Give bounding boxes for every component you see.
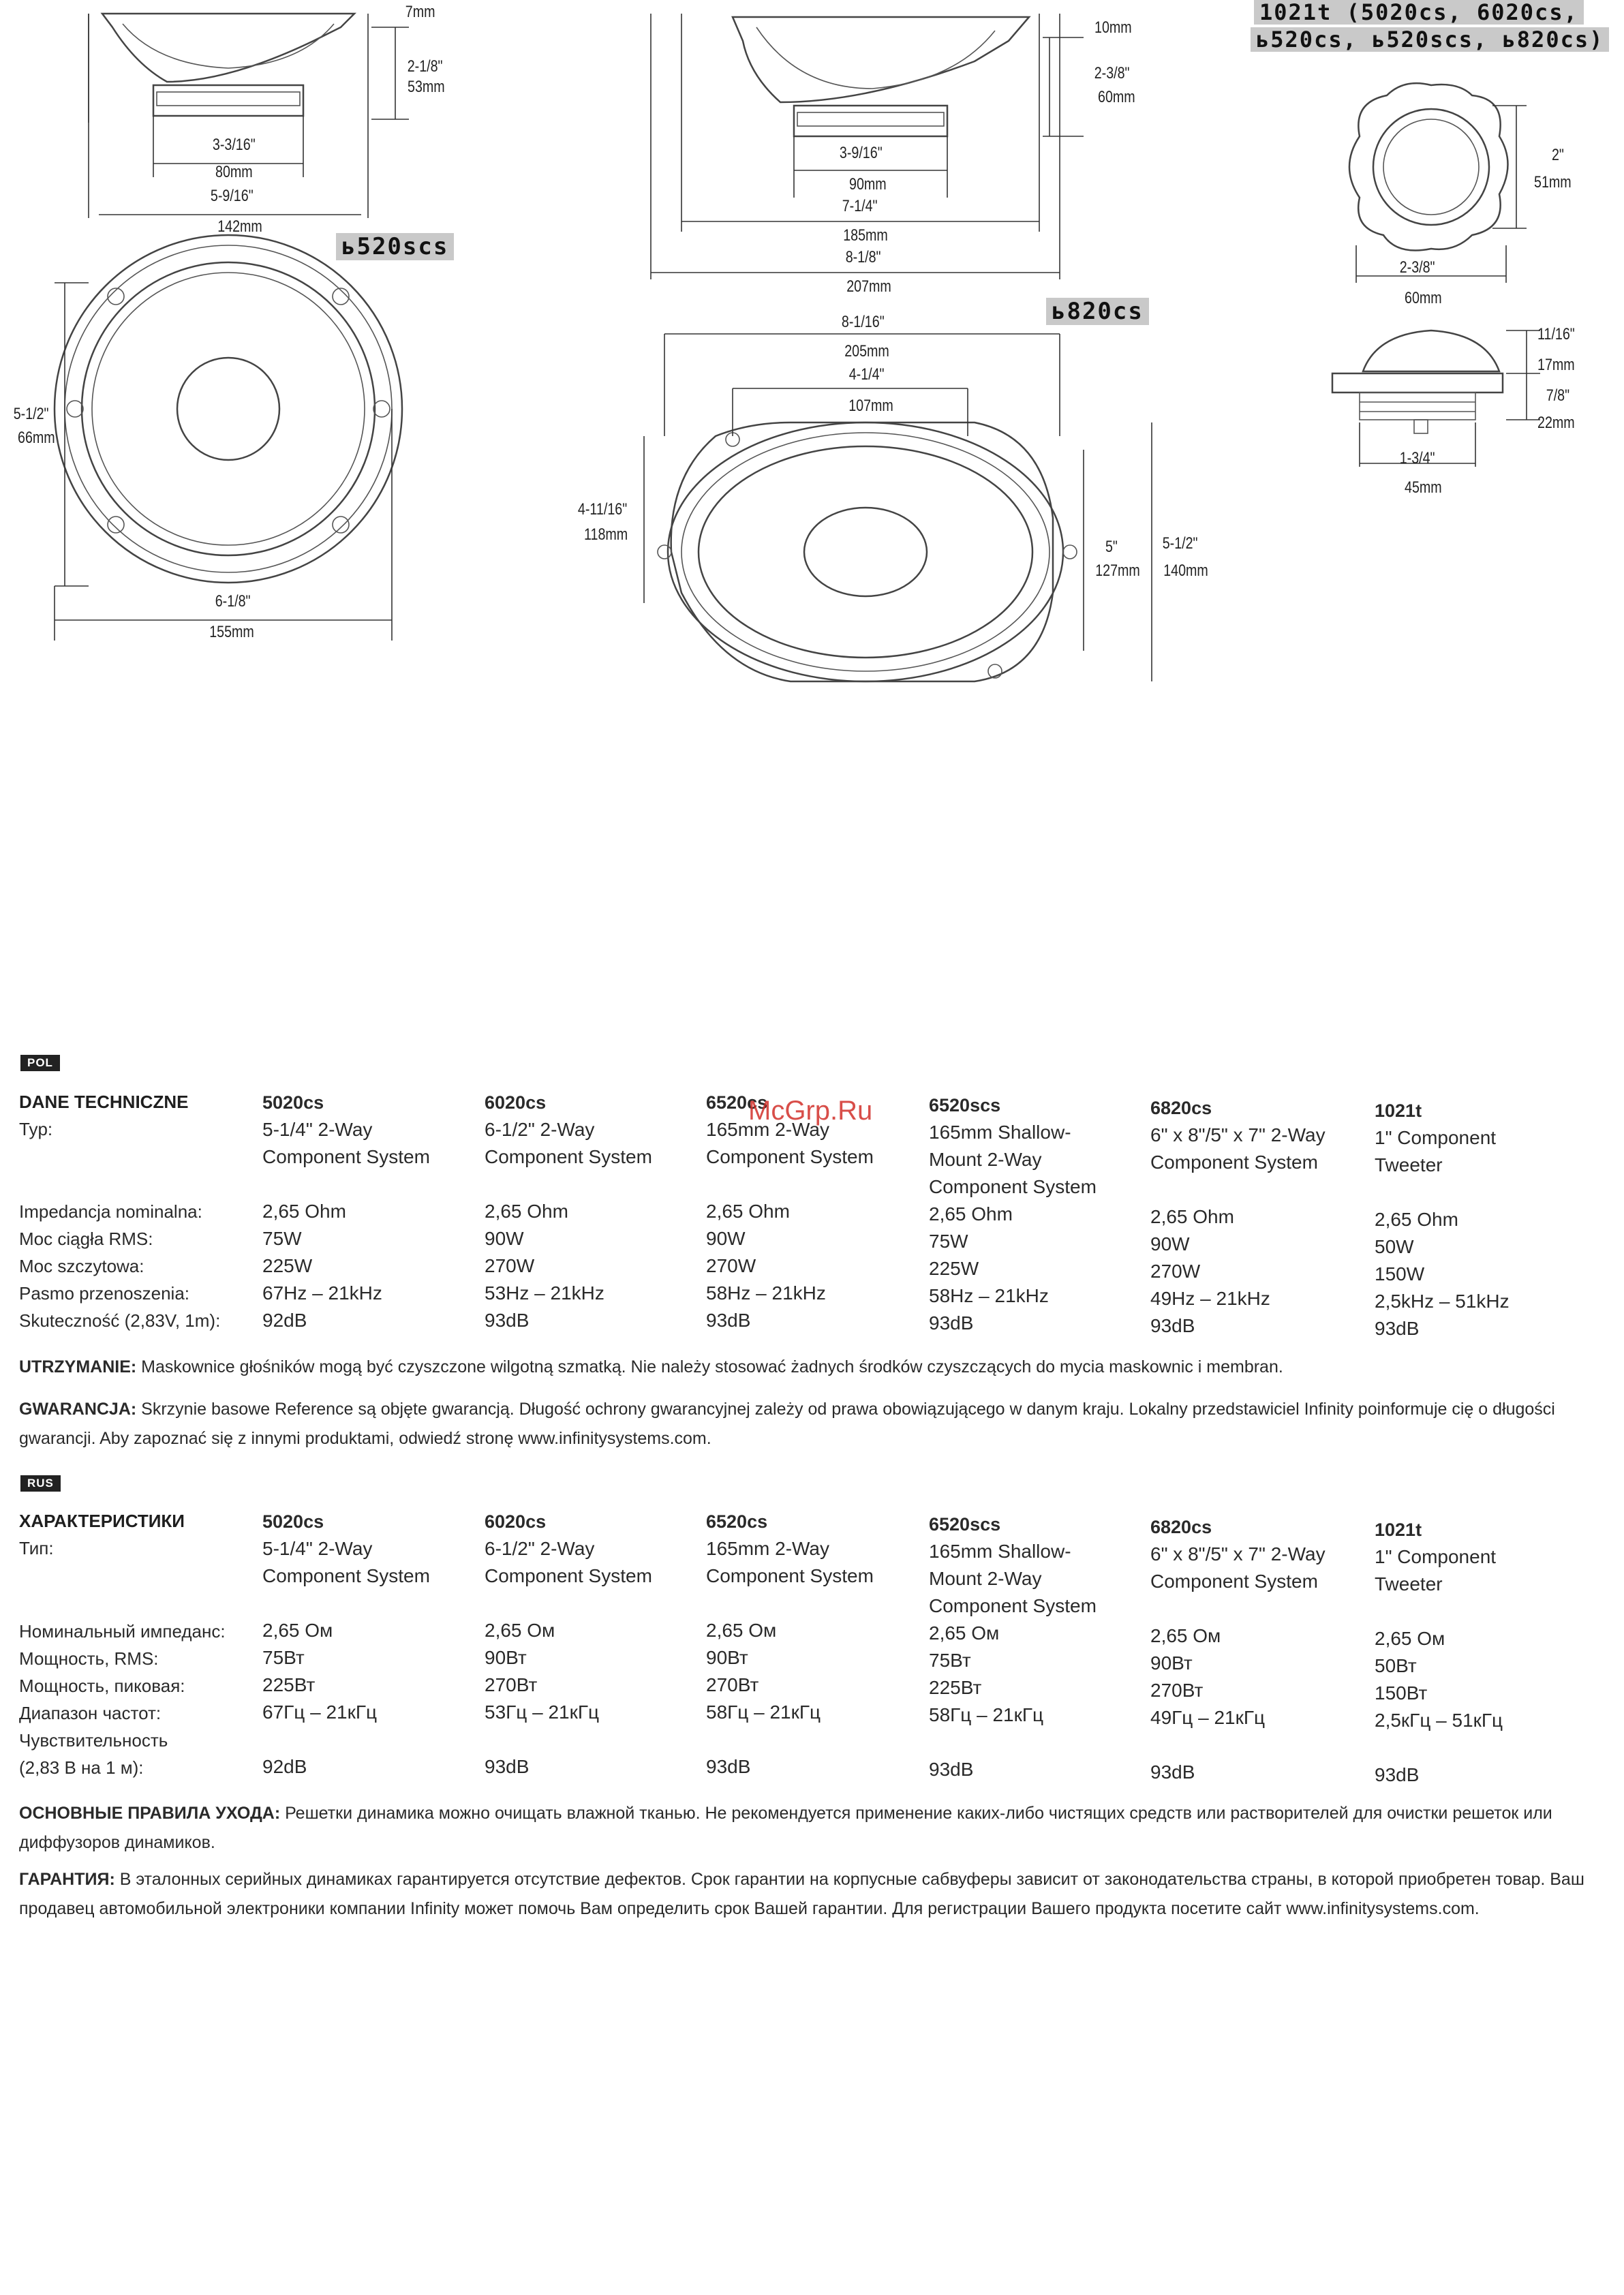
dim-label: 17mm (1537, 356, 1575, 374)
peak-value: 270Вт (1150, 1680, 1204, 1701)
dim-label: 5-9/16" (210, 187, 254, 205)
peak-value: 225W (929, 1258, 979, 1279)
dim-label: 127mm (1095, 561, 1140, 580)
tweeter-caption-line2: ь520cs, ь520scs, ь820cs) (1251, 27, 1609, 52)
dim-label: 205mm (844, 342, 889, 360)
row-label: Мощность, пиковая: (19, 1676, 185, 1696)
model-label-6520scs: ь520scs (336, 233, 454, 260)
sens-value: 93dB (706, 1756, 751, 1777)
model-name: 1021t (1375, 1520, 1422, 1540)
freq-value: 58Гц – 21кГц (706, 1701, 821, 1723)
dim-label: 90mm (849, 175, 887, 194)
tweeter-front (1349, 83, 1527, 283)
warranty-label: GWARANCJA: (19, 1400, 137, 1419)
row-label: Диапазон частот: (19, 1703, 162, 1723)
sens-value: 93dB (1375, 1764, 1420, 1785)
freq-value: 67Гц – 21кГц (262, 1701, 378, 1723)
freq-value: 58Hz – 21kHz (929, 1285, 1049, 1306)
dim-label: 185mm (843, 226, 888, 245)
spec-column-rus (1150, 1513, 1326, 1786)
impedance-value: 2,65 Ом (1150, 1625, 1221, 1646)
dim-label: 2" (1551, 146, 1564, 164)
dim-label: 140mm (1163, 561, 1208, 580)
spec-column-pol (929, 1092, 1097, 1337)
dim-label: 7-1/4" (842, 197, 878, 215)
model-name: 6520cs (706, 1092, 768, 1113)
peak-value: 150Вт (1375, 1682, 1428, 1704)
impedance-value: 2,65 Ohm (1375, 1209, 1458, 1230)
dim-label: 1-3/4" (1399, 449, 1435, 467)
rms-value: 75Вт (929, 1650, 971, 1671)
dim-label: 2-3/8" (1094, 64, 1130, 82)
sens-value: 93dB (1375, 1318, 1420, 1339)
row-label: Moc ciągła RMS: (19, 1229, 153, 1249)
tweeter-side (1332, 330, 1540, 467)
spec-column-pol (1150, 1094, 1326, 1340)
rms-value: 90Вт (706, 1647, 748, 1668)
impedance-value: 2,65 Ohm (485, 1201, 568, 1222)
dim-label: 107mm (848, 397, 893, 415)
freq-value: 53Hz – 21kHz (485, 1282, 604, 1304)
dim-label: 11/16" (1537, 325, 1575, 343)
warranty-paragraph-pol (19, 1395, 1587, 1453)
freq-value: 53Гц – 21кГц (485, 1701, 600, 1723)
spec-column-pol (485, 1089, 652, 1334)
dim-label: 3-3/16" (212, 136, 256, 154)
impedance-value: 2,65 Ohm (706, 1201, 790, 1222)
sens-value: 92dB (262, 1310, 307, 1331)
warranty-paragraph-rus (19, 1865, 1587, 1924)
peak-value: 225W (262, 1255, 313, 1276)
sens-value: 92dB (262, 1756, 307, 1777)
dim-label: 8-1/16" (841, 313, 885, 331)
dim-label: 45mm (1405, 478, 1442, 497)
dim-label: 60mm (1405, 289, 1442, 307)
impedance-value: 2,65 Ohm (1150, 1206, 1234, 1227)
sens-value: 93dB (485, 1756, 530, 1777)
sens-value: 93dB (1150, 1761, 1195, 1783)
warranty-label: ГАРАНТИЯ: (19, 1870, 115, 1889)
care-label: UTRZYMANIE: (19, 1357, 137, 1376)
impedance-value: 2,65 Ом (262, 1620, 333, 1641)
row-label: Moc szczytowa: (19, 1256, 144, 1276)
dim-label: 118mm (584, 525, 628, 544)
dim-label: 6-1/8" (215, 592, 251, 611)
spec-column-rus (1375, 1516, 1503, 1789)
oval-front (644, 334, 1152, 681)
model-name: 6020cs (485, 1511, 547, 1532)
row-label: Мощность, RMS: (19, 1648, 159, 1669)
care-text: Решетки динамика можно очищать влажной тканью. Не рекомендуется применение каких-либо чистящих средств или растворителей для очистки решеток или диффузоров динамиков. (19, 1804, 1552, 1852)
warranty-text: Skrzynie basowe Reference są objęte gwarancją. Długość ochrony gwarancyjnej zależy od prawa obowiązującego w danym kraju. Lokalny przedstawiciel Infinity poinformuje cię o długości gwarancji. Aby zapoznać się z innymi produktami, odwiedź stronę www.infinitysystems.com. (19, 1400, 1555, 1448)
language-tag-pol: POL (20, 1055, 60, 1071)
rms-value: 90W (485, 1228, 524, 1249)
model-type: 1" Component Tweeter (1375, 1546, 1497, 1595)
rms-value: 90Вт (485, 1647, 527, 1668)
spec-column-pol (262, 1089, 430, 1334)
model-type: 6-1/2" 2-Way Component System (485, 1119, 652, 1167)
freq-value: 2,5kHz – 51kHz (1375, 1291, 1510, 1312)
peak-value: 270Вт (706, 1674, 759, 1695)
dim-label: 8-1/8" (845, 248, 881, 266)
dim-label: 4-11/16" (577, 500, 628, 519)
dim-label: 5" (1105, 538, 1118, 556)
care-text: Maskownice głośników mogą być czyszczone wilgotną szmatką. Nie należy stosować żadnych środków czyszczących do mycia maskownic i membran. (136, 1357, 1283, 1376)
rms-value: 50W (1375, 1236, 1414, 1257)
model-type: 5-1/4" 2-Way Component System (262, 1538, 430, 1586)
row-label: Skuteczność (2,83V, 1m): (19, 1310, 221, 1331)
tweeter-caption-line1: 1021t (5020cs, 6020cs, (1254, 0, 1584, 25)
impedance-value: 2,65 Ом (1375, 1628, 1445, 1649)
round-front-left (55, 235, 402, 641)
row-label: Pasmo przenoszenia: (19, 1283, 190, 1304)
rms-value: 75W (929, 1231, 968, 1252)
rms-value: 90Вт (1150, 1652, 1193, 1674)
spec-column-rus (706, 1508, 874, 1781)
model-type: 165mm Shallow- Mount 2-Way Component System (929, 1122, 1097, 1197)
peak-value: 225Вт (929, 1677, 982, 1698)
peak-value: 270Вт (485, 1674, 538, 1695)
row-label: Тип: (19, 1538, 54, 1558)
row-label: Impedancja nominalna: (19, 1201, 202, 1222)
row-label: Typ: (19, 1119, 53, 1139)
freq-value: 49Гц – 21кГц (1150, 1707, 1266, 1728)
dim-label: 10mm (1094, 18, 1132, 37)
model-type: 6" x 8"/5" x 7" 2-Way Component System (1150, 1543, 1326, 1592)
peak-value: 270W (485, 1255, 535, 1276)
peak-value: 150W (1375, 1263, 1425, 1284)
dim-label: 53mm (408, 78, 445, 96)
freq-value: 58Hz – 21kHz (706, 1282, 826, 1304)
language-tag-rus: RUS (20, 1475, 61, 1492)
model-name: 6820cs (1150, 1517, 1212, 1537)
model-type: 1" Component Tweeter (1375, 1127, 1497, 1175)
model-name: 6820cs (1150, 1098, 1212, 1118)
model-type: 165mm 2-Way Component System (706, 1538, 874, 1586)
care-paragraph-pol (19, 1353, 1587, 1382)
rms-value: 90W (1150, 1233, 1190, 1254)
model-name: 6020cs (485, 1092, 547, 1113)
freq-value: 58Гц – 21кГц (929, 1704, 1044, 1725)
sens-value: 93dB (1150, 1315, 1195, 1336)
care-label: ОСНОВНЫЕ ПРАВИЛА УХОДА: (19, 1804, 281, 1823)
model-type: 165mm 2-Way Component System (706, 1119, 874, 1167)
sens-value: 93dB (929, 1759, 974, 1780)
warranty-text: В эталонных серийных динамиках гарантируется отсутствие дефектов. Срок гарантии на корпусные сабвуферы зависит от законодательства страны, в которой приобретен товар. Ваш продавец автомобильной электроники компании Infinity может помочь Вам определить срок Вашей гарантии. Для регистрации Вашего продукта посетите сайт www.infinitysystems.com. (19, 1870, 1584, 1918)
rms-value: 90W (706, 1228, 746, 1249)
dim-label: 207mm (846, 277, 891, 296)
dim-label: 7/8" (1546, 386, 1570, 405)
dim-label: 2-3/8" (1399, 258, 1435, 277)
impedance-value: 2,65 Ом (485, 1620, 555, 1641)
peak-value: 270W (1150, 1261, 1201, 1282)
freq-value: 49Hz – 21kHz (1150, 1288, 1270, 1309)
dim-label: 3-9/16" (839, 144, 883, 162)
impedance-value: 2,65 Ом (706, 1620, 777, 1641)
model-label-6820cs: ь820cs (1046, 298, 1149, 325)
model-name: 6520cs (706, 1511, 768, 1532)
watermark: McGrp.Ru (748, 1096, 873, 1126)
dim-label: 142mm (217, 217, 262, 236)
row-label: Номинальный импеданс: (19, 1621, 226, 1642)
sens-value: 93dB (929, 1312, 974, 1334)
dim-label: 80mm (215, 163, 253, 181)
impedance-value: 2,65 Ohm (929, 1203, 1013, 1224)
dim-label: 51mm (1534, 173, 1572, 191)
spec-heading-rus: ХАРАКТЕРИСТИКИ (19, 1511, 185, 1531)
spec-heading-pol: DANE TECHNICZNE (19, 1092, 189, 1112)
rms-value: 75W (262, 1228, 302, 1249)
dim-label: 5-1/2" (13, 405, 49, 423)
rms-value: 75Вт (262, 1647, 305, 1668)
sens-value: 93dB (706, 1310, 751, 1331)
dim-label: 7mm (405, 3, 435, 21)
sens-value: 93dB (485, 1310, 530, 1331)
spec-column-pol (1375, 1097, 1510, 1342)
model-type: 6" x 8"/5" x 7" 2-Way Component System (1150, 1124, 1326, 1173)
dim-label: 4-1/4" (848, 365, 885, 384)
freq-value: 67Hz – 21kHz (262, 1282, 382, 1304)
model-name: 5020cs (262, 1511, 324, 1532)
model-name: 5020cs (262, 1092, 324, 1113)
spec-column-rus (929, 1511, 1097, 1783)
care-paragraph-rus (19, 1799, 1587, 1858)
dim-label: 2-1/8" (407, 57, 443, 76)
row-label: Чувствительность (2,83 В на 1 м): (19, 1730, 168, 1778)
spec-column-rus (485, 1508, 652, 1781)
peak-value: 225Вт (262, 1674, 316, 1695)
model-name: 6520scs (929, 1514, 1001, 1535)
model-type: 165mm Shallow- Mount 2-Way Component System (929, 1541, 1097, 1616)
dim-label: 66mm (18, 429, 55, 447)
model-name: 1021t (1375, 1100, 1422, 1121)
impedance-value: 2,65 Ом (929, 1622, 1000, 1644)
spec-column-rus (262, 1508, 430, 1781)
dim-label: 22mm (1537, 414, 1575, 432)
rms-value: 50Вт (1375, 1655, 1417, 1676)
peak-value: 270W (706, 1255, 756, 1276)
model-type: 5-1/4" 2-Way Component System (262, 1119, 430, 1167)
freq-value: 2,5кГц – 51кГц (1375, 1710, 1503, 1731)
model-name: 6520scs (929, 1095, 1001, 1115)
impedance-value: 2,65 Ohm (262, 1201, 346, 1222)
dim-label: 155mm (209, 623, 254, 641)
dim-label: 5-1/2" (1162, 534, 1198, 553)
model-type: 6-1/2" 2-Way Component System (485, 1538, 652, 1586)
dim-label: 60mm (1098, 88, 1135, 106)
